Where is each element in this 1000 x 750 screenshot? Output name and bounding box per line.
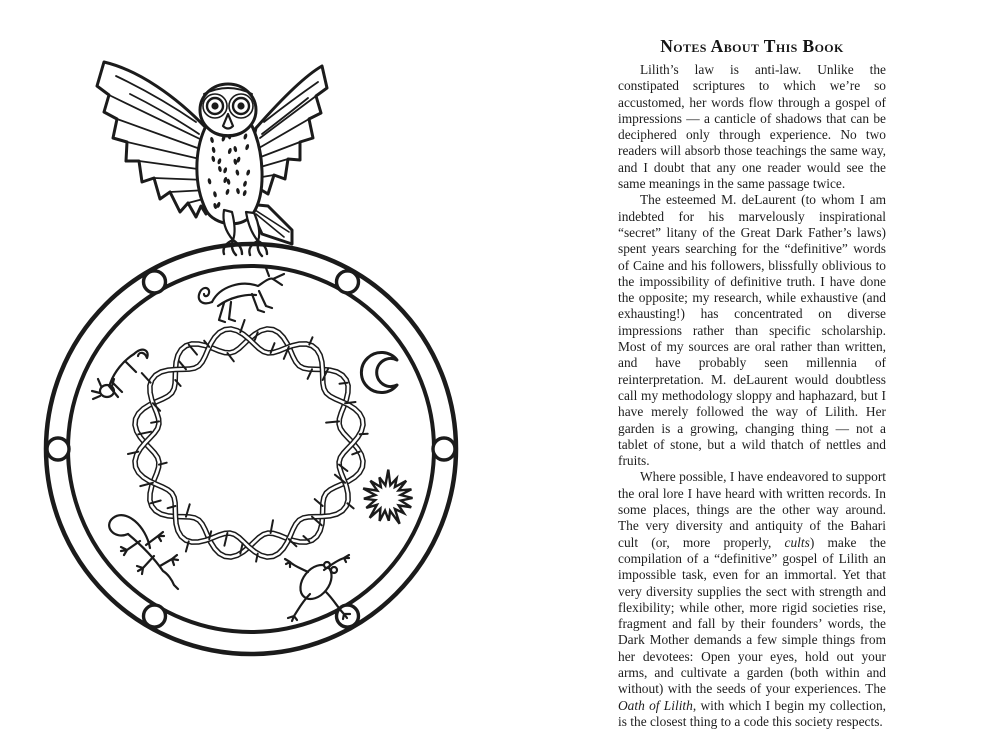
thorn-spike	[326, 421, 339, 422]
inner-ring-circle	[68, 266, 434, 632]
italic-text-run: cults	[784, 534, 810, 550]
thorn-spike	[360, 434, 368, 435]
owl-icon	[97, 62, 327, 256]
owl-pupil-left	[211, 102, 218, 109]
owl-head	[200, 84, 256, 136]
thorn-spike	[340, 383, 348, 384]
riveted-ring	[46, 244, 456, 654]
rivet	[47, 438, 69, 460]
text-run: Lilith’s law is anti-law. Unlike the constipated scriptures to which we’re so accustomed, her words flow through a gospel of impressions — a canticle of shadows that can be deciphered only through experience. No two readers will absorb those teachings the same way, and I doubt that any one reader would see the same meanings in the same passage twice.	[618, 62, 886, 192]
text-run: , with which I begin my collection, is the closest thing to a code this society respects.	[618, 697, 886, 729]
text-run: Where possible, I have endeavored to support the oral lore I have heard with written records. In some places, things are the other way around. The very diversity and antiquity of the Bahari cult (or, more properly,	[618, 469, 886, 550]
italic-text-run: Oath of Lilith	[618, 697, 693, 713]
owl-left-wing	[97, 62, 210, 217]
owl-pupil-right	[237, 102, 244, 109]
thorn-spike	[345, 402, 355, 403]
text-run: ) make the compilation of a “definitive” gospel of Lilith an impossible task, even for an immortal. Yet that very diversity supplies the sect with strength and flexibility; while other, more rigid societies rise, fragment and fall by their founders’ words, the Dark Mother demands a few simple things from her devotees: Open your eyes, hold out your arms, and cultivate a garden (both within and without) with the seeds of your experiences. The	[618, 534, 887, 697]
article-body	[618, 62, 886, 730]
rivet	[144, 271, 166, 293]
paragraph	[618, 469, 886, 730]
paragraph	[618, 192, 886, 469]
rivet	[433, 438, 455, 460]
paragraph	[618, 62, 886, 192]
rivet	[337, 271, 359, 293]
right-page	[618, 36, 886, 730]
thorn-spike	[151, 421, 159, 422]
page-title: Notes About This Book	[660, 36, 844, 56]
rivet	[144, 605, 166, 627]
text-run: The esteemed M. deLaurent (to whom I am indebted for his marvelously inspirational “secret” litany of the Great Dark Father’s laws) spent years searching for the “definitive” words of Caine and his followers, blissfully oblivious to the impossibility of definitive truth. I have done the opposite; my research, while exhaustive (and exhausting!) has concentrated on diverse impressions rather than specific scholarship. Most of my sources are oral rather than written, and have probably seen millennia of reinterpretation. M. deLaurent would doubtless call my methodology sloppy and haphazard, but I have merely followed the way of Lilith. Her garden is a growing, changing thing — not a tablet of stone, but a wild thatch of nettles and fruits.	[618, 192, 886, 469]
